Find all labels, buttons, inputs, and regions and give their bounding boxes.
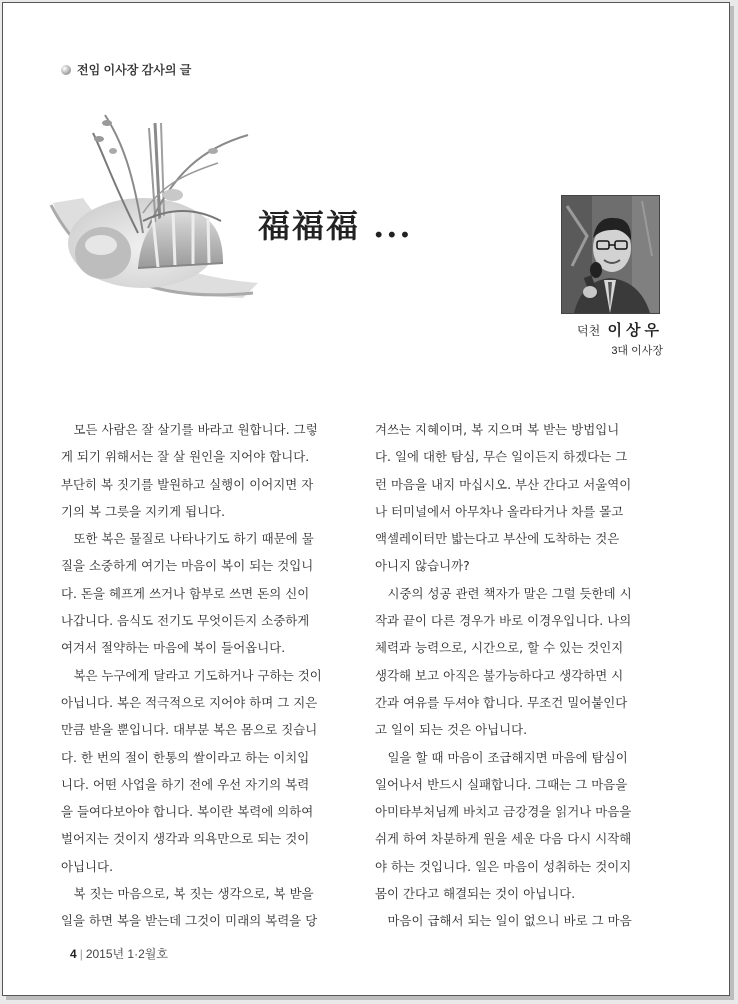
text-line: 작과 끝이 다른 경우가 바로 이경우입니다. 나의	[375, 613, 632, 629]
text-line: 벌어지는 것이지 생각과 의욕만으로 되는 것이	[61, 831, 310, 847]
text-line: 부단히 복 짓기를 발원하고 실행이 이어지면 자	[61, 476, 314, 492]
text-line: 마음이 급해서 되는 일이 없으니 바로 그 마음	[375, 913, 632, 929]
section-header	[61, 61, 191, 78]
text-line: 야 하는 것입니다. 일은 마음이 성취하는 것이지	[375, 858, 632, 874]
text-line: 복 짓는 마음으로, 복 짓는 생각으로, 복 받을	[61, 886, 314, 902]
text-line: 간과 여유를 두셔야 합니다. 무조건 밀어붙인다	[375, 694, 628, 710]
text-line: 모든 사람은 잘 살기를 바라고 원합니다. 그렇	[61, 422, 318, 437]
text-line: 일을 하면 복을 받는데 그것이 미래의 복력을 당	[61, 913, 318, 929]
circle-bullet-icon	[61, 65, 71, 75]
text-line: 복은 누구에게 달라고 기도하거나 구하는 것이	[61, 667, 322, 683]
text-line: 질을 소중하게 여기는 마음이 복이 되는 것입니	[61, 558, 314, 574]
text-line: 다. 한 번의 절이 한통의 쌀이라고 하는 이치입	[61, 749, 310, 765]
text-line: 기의 복 그릇을 지키게 됩니다.	[61, 503, 226, 519]
text-line: 아니지 않습니까?	[375, 558, 470, 574]
text-line: 여겨서 절약하는 마음에 복이 들어옵니다.	[61, 640, 286, 656]
text-line: 또한 복은 물질로 나타나기도 하기 때문에 물	[61, 531, 314, 547]
text-line: 런 마음을 내지 마십시오. 부산 간다고 서울역이	[375, 476, 632, 492]
author-pen-name: 덕천	[576, 324, 601, 338]
text-line: 고 일이 되는 것은 아닙니다.	[375, 722, 528, 738]
text-line: 니다. 어떤 사업을 하기 전에 우선 자기의 복력	[61, 776, 310, 792]
page-footer	[70, 945, 168, 962]
text-line: 시중의 성공 관련 책자가 말은 그럴 듯한데 시	[375, 585, 632, 601]
text-line: 다. 일에 대한 탐심, 무슨 일이든지 하겠다는 그	[375, 449, 628, 465]
text-line: 몸이 간다고 해결되는 것이 아닙니다.	[375, 886, 576, 902]
text-line: 을 들여다보아야 합니다. 복이란 복력에 의하여	[61, 804, 314, 820]
author-portrait	[561, 195, 660, 314]
document-page	[2, 2, 730, 996]
author-name: 이상우	[607, 322, 663, 339]
issue-label: 2015년 1·2월호	[85, 947, 168, 961]
text-line: 다. 돈을 헤프게 쓰거나 함부로 쓰면 돈의 신이	[61, 585, 310, 601]
text-line: 아미타부처님께 바치고 금강경을 읽거나 마음을	[375, 804, 632, 820]
text-line: 게 되기 위해서는 잘 살 원인을 지어야 합니다.	[61, 449, 310, 465]
text-line: 생각해 보고 아직은 불가능하다고 생각하면 시	[375, 667, 624, 683]
author-byline	[543, 319, 663, 358]
text-line: 일을 할 때 마음이 조급해지면 마음에 탐심이	[375, 749, 628, 765]
text-line: 체력과 능력으로, 시간으로, 할 수 있는 것인지	[375, 640, 624, 656]
body-column-right	[375, 416, 661, 935]
text-line: 아닙니다. 복은 적극적으로 지어야 하며 그 지은	[61, 694, 318, 710]
page-number: 4	[70, 947, 77, 961]
text-line: 만큼 받을 뿐입니다. 대부분 복은 몸으로 짓습니	[61, 722, 318, 738]
section-label-text: 전임 이사장 감사의 글	[77, 63, 192, 77]
text-line: 쉬게 하여 차분하게 원을 세운 다음 다시 시작해	[375, 831, 632, 847]
author-name-line	[543, 319, 663, 340]
text-line: 아닙니다.	[61, 858, 114, 874]
article-title: 福福福 ...	[258, 207, 413, 245]
body-column-left	[61, 416, 347, 935]
footer-divider: |	[79, 947, 83, 961]
text-line: 나 터미널에서 아무차나 올라타거나 차를 몰고	[375, 503, 624, 519]
text-line: 겨쓰는 지혜이며, 복 지으며 복 받는 방법입니	[375, 422, 620, 437]
text-line: 나갑니다. 음식도 전기도 무엇이든지 소중하게	[61, 613, 310, 629]
orchid-basket-illustration	[43, 93, 263, 303]
text-line: 액셀레이터만 밟는다고 부산에 도착하는 것은	[375, 531, 620, 547]
author-role: 3대 이사장	[611, 345, 663, 357]
text-line: 일어나서 반드시 실패합니다. 그때는 그 마음을	[375, 776, 628, 792]
